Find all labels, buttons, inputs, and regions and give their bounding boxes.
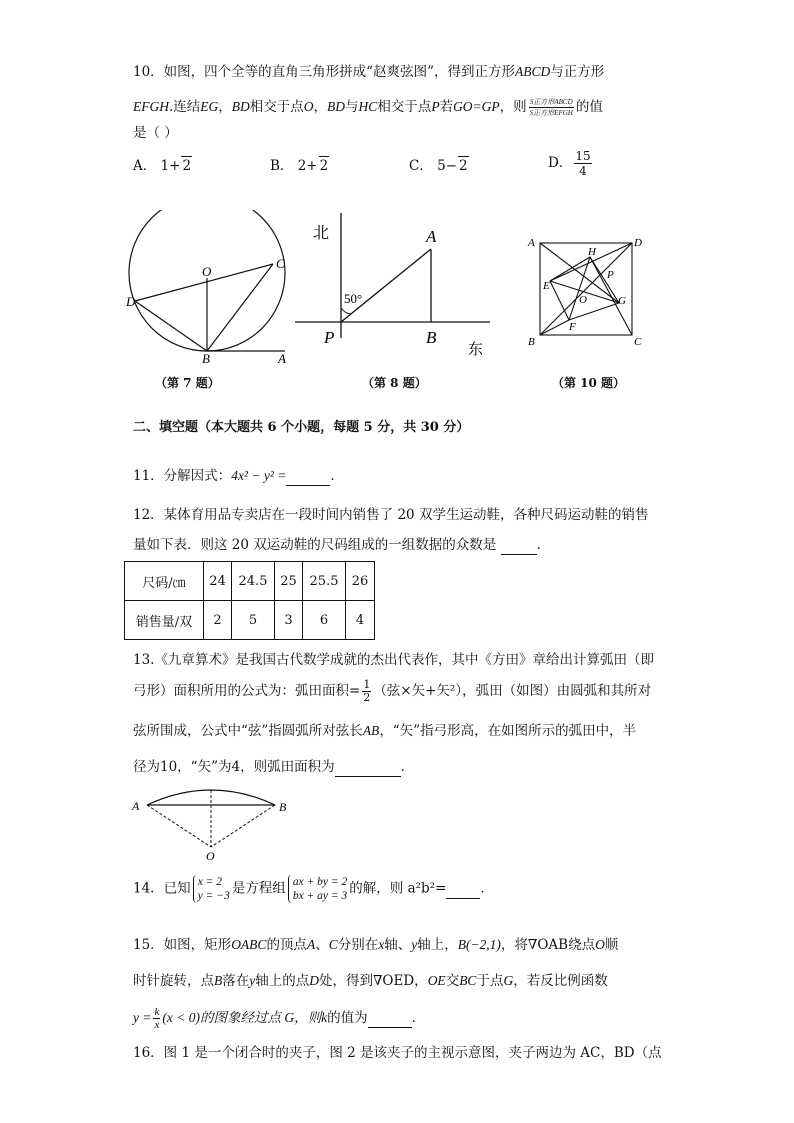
table-cell: 4: [346, 601, 375, 640]
fig10-label-d: D: [634, 237, 642, 249]
fig8-label-p: P: [324, 328, 335, 347]
q10-option-a: A． 1+ 2: [133, 158, 192, 174]
fig8-east: 东: [468, 342, 484, 358]
fig10-label-b: B: [528, 336, 535, 347]
table-cell: 3: [275, 601, 303, 640]
q13-line2: 弓形）面积所用的公式为：弧田面积= $\frac{1}{2}$ （弦×矢+矢²），弧田（如图）由圆弧和其所对: [133, 678, 652, 704]
q10-option-c: C． 5− 2: [409, 158, 468, 174]
q13-line1: 13.《九章算术》是我国古代数学成就的杰出代表作，其中《方田》章给出计算弧田（即: [133, 652, 654, 668]
fig7-label-o: O: [202, 264, 212, 279]
fig8-angle: 50°: [344, 291, 363, 306]
table-cell: 25.5: [303, 562, 346, 601]
figure-8-bearing: [295, 208, 495, 358]
table-cell: 24: [204, 562, 232, 601]
fig10-label-p: P: [607, 269, 614, 281]
fig10-label-a: A: [528, 237, 535, 249]
fig8-label-a: A: [426, 227, 437, 246]
q15-line2: 时针旋转，点B落在y轴上的点D处，得到∇OED，OE交BC于点G，若反比例函数: [133, 973, 608, 989]
fig10-label-c: C: [634, 336, 642, 347]
table-cell: 2: [204, 601, 232, 640]
fig10-label-o: O: [579, 294, 587, 306]
q12-line2: 量如下表．则这 20 双运动鞋的尺码组成的一组数据的众数是 ．: [133, 537, 551, 553]
fig10-label-g: G: [618, 295, 626, 307]
figure-10-caption: （第 10 题）: [552, 376, 626, 390]
table-cell: 24.5: [232, 562, 275, 601]
q13-line4: 径为10，“矢”为4，则弧田面积为 ．: [133, 759, 415, 775]
arc-label-a: A: [132, 799, 140, 813]
q11-line: 11．分解因式：4x² − y² = ．: [133, 468, 344, 484]
table-header-size: 尺码/㎝: [125, 562, 204, 601]
section-heading-fill-blank: 二、填空题（本大题共 6 个小题，每题 5 分，共 30 分）: [133, 420, 470, 435]
table-row: [125, 601, 375, 640]
table-row: [125, 562, 375, 601]
q10-line3: 是（ ）: [133, 125, 178, 141]
area-ratio-fraction: $\frac{\text{S正方形ABCD}}{\text{S正方形EFGH}}$: [529, 98, 573, 117]
q15-line3: y = $\frac{k}{x}$ (x < 0)的图象经过点 G，则k的值为 ．: [133, 1006, 426, 1031]
shoe-size-table: [124, 561, 375, 640]
table-cell: 26: [346, 562, 375, 601]
q10-option-b: B． 2+ 2: [270, 158, 329, 174]
fig8-north: 北: [313, 225, 330, 242]
arc-field-figure: [130, 785, 295, 863]
figure-7-caption: （第 7 题）: [155, 376, 220, 390]
fig7-label-d: D: [126, 294, 136, 309]
fig10-label-f: F: [569, 321, 576, 333]
table-cell: 25: [275, 562, 303, 601]
q16-line1: 16．图 1 是一个闭合时的夹子，图 2 是该夹子的主视示意图，夹子两边为 AC，BD（点: [133, 1045, 662, 1061]
fig7-label-c: C: [276, 256, 285, 271]
q10-line2: EFGH.连结EG，BD相交于点O，BD与HC相交于点P若GO=GP，则 $\frac{\text{S正方形ABCD}}{\text{S正方形EFGH}}$ 的值: [133, 98, 603, 117]
table-header-sales: 销售量/双: [125, 601, 204, 640]
arc-label-b: B: [279, 800, 287, 814]
figure-7-circle: [125, 210, 300, 365]
fig10-label-h: H: [588, 246, 596, 258]
q13-line3: 弦所围成，公式中“弦”指圆弧所对弦长AB，“矢”指弓形高，在如图所示的弧田中，半: [133, 723, 637, 739]
figure-8-caption: （第 8 题）: [362, 376, 427, 390]
fig7-label-a: A: [278, 351, 286, 365]
q15-line1: 15．如图，矩形OABC的顶点A、C分别在x轴、y轴上，B(−2,1)，将∇OAB绕点O顺: [133, 937, 619, 953]
table-cell: 6: [303, 601, 346, 640]
figure-10-squares: [522, 232, 647, 347]
fig8-label-b: B: [426, 328, 437, 347]
table-cell: 5: [232, 601, 275, 640]
arc-label-o: O: [206, 849, 215, 863]
q14-line: 14．已知 x = 2 y = −3 是方程组 ax + by = 2 bx + ay = 3 的解，则 a²b²= ．: [133, 876, 494, 902]
fig7-label-b: B: [202, 351, 210, 365]
q10-line1: 10．如图，四个全等的直角三角形拼成“赵爽弦图”，得到正方形ABCD与正方形: [133, 64, 605, 80]
fig10-label-e: E: [543, 280, 550, 292]
q12-line1: 12．某体育用品专卖店在一段时间内销售了 20 双学生运动鞋，各种尺码运动鞋的销售: [133, 507, 649, 523]
q10-option-d: D． $\frac{15}{4}$: [548, 149, 591, 178]
